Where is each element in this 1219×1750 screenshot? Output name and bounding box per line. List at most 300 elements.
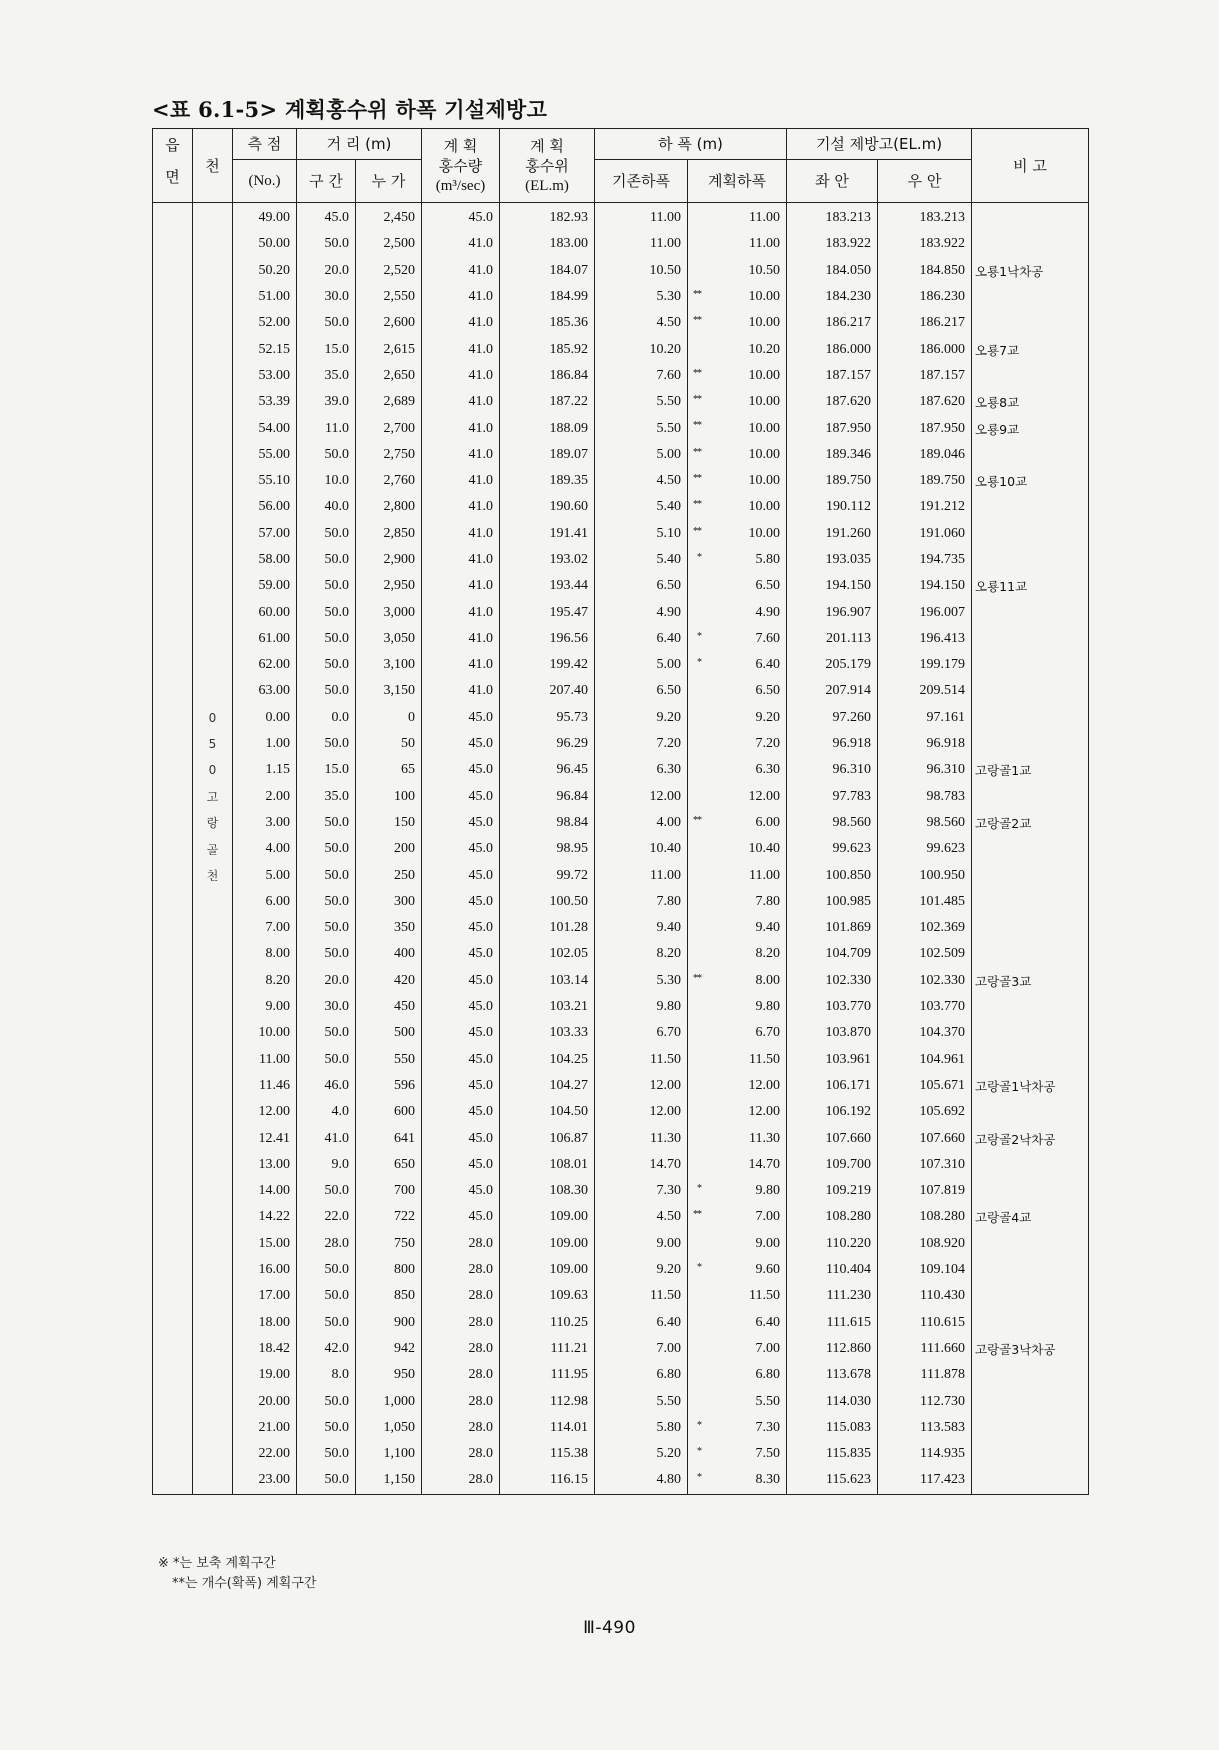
cell-flow: 45.0 xyxy=(422,1152,500,1178)
cell-station: 17.00 xyxy=(233,1283,297,1309)
cell-remark xyxy=(972,494,1089,520)
cell-dist-section: 50.0 xyxy=(297,573,356,599)
cell-remark xyxy=(972,231,1089,257)
cell-width-plan: 8.20 xyxy=(688,941,787,967)
cell-width-plan: 6.50 xyxy=(688,678,787,704)
cell-levee-left: 110.404 xyxy=(787,1257,878,1283)
cell-width-exist xyxy=(595,1309,688,1335)
cell-remark: 고랑골1낙차공 xyxy=(972,1073,1089,1099)
cell-flow: 41.0 xyxy=(422,363,500,389)
cell-remark: 고랑골4교 xyxy=(972,1204,1089,1230)
cell-station: 60.00 xyxy=(233,599,297,625)
cell-dist-section: 50.0 xyxy=(297,652,356,678)
cell-levee-right: 102.369 xyxy=(878,915,972,941)
cell-remark xyxy=(972,1362,1089,1388)
header-station: 측 점 xyxy=(233,129,297,160)
table-row xyxy=(153,336,1089,362)
cell-stream xyxy=(193,1204,233,1230)
cell-flood-level: 96.29 xyxy=(500,731,595,757)
cell-dist-cum: 1,000 xyxy=(356,1388,422,1414)
cell-levee-left: 194.150 xyxy=(787,573,878,599)
cell-flood-level: 184.07 xyxy=(500,258,595,284)
cell-dist-section: 50.0 xyxy=(297,626,356,652)
cell-width-exist xyxy=(595,547,701,573)
cell-eup-myeon xyxy=(153,521,193,547)
cell-dist-section: 50.0 xyxy=(297,547,356,573)
cell-remark xyxy=(972,1020,1089,1046)
cell-width-exist xyxy=(595,231,688,257)
cell-flow: 45.0 xyxy=(422,731,500,757)
cell-stream: 0 xyxy=(193,757,233,783)
cell-flood-level: 100.50 xyxy=(500,889,595,915)
cell-levee-right: 113.583 xyxy=(878,1415,972,1441)
footnote-single-star: ※ *는 보축 계획구간 xyxy=(158,1556,276,1571)
cell-remark xyxy=(972,678,1089,704)
cell-flow: 45.0 xyxy=(422,862,500,888)
cell-dist-cum: 420 xyxy=(356,968,422,994)
cell-width-plan: 7.30 xyxy=(688,1415,787,1441)
cell-stream xyxy=(193,994,233,1020)
cell-width-plan: 7.60 xyxy=(688,626,787,652)
cell-remark xyxy=(972,1388,1089,1414)
table-row xyxy=(153,1125,1089,1151)
width-exist-value: 7.20 xyxy=(656,736,681,752)
width-exist-value: 4.80 xyxy=(656,1472,681,1488)
cell-width-plan: 6.40 xyxy=(688,652,787,678)
cell-levee-left: 111.230 xyxy=(787,1283,878,1309)
header-eup: 읍 xyxy=(165,135,180,154)
cell-width-plan: 6.70 xyxy=(688,1020,787,1046)
cell-levee-right: 96.918 xyxy=(878,731,972,757)
cell-dist-section: 28.0 xyxy=(297,1231,356,1257)
table-row xyxy=(153,810,1089,836)
cell-dist-section: 42.0 xyxy=(297,1336,356,1362)
cell-levee-left: 201.113 xyxy=(787,626,878,652)
cell-stream xyxy=(193,1441,233,1467)
cell-width-plan: 9.20 xyxy=(688,705,787,731)
cell-remark xyxy=(972,705,1089,731)
cell-width-exist xyxy=(595,599,688,625)
cell-flow: 28.0 xyxy=(422,1415,500,1441)
cell-levee-right: 191.212 xyxy=(878,494,972,520)
table-body xyxy=(153,203,1089,1495)
cell-remark xyxy=(972,1047,1089,1073)
cell-dist-section: 50.0 xyxy=(297,231,356,257)
cell-flow: 45.0 xyxy=(422,203,500,232)
header-level xyxy=(500,129,595,203)
cell-width-plan: 11.30 xyxy=(688,1125,787,1151)
cell-dist-cum: 596 xyxy=(356,1073,422,1099)
cell-flood-level: 103.21 xyxy=(500,994,595,1020)
plan-marker: ** xyxy=(693,814,701,826)
cell-eup-myeon xyxy=(153,1336,193,1362)
cell-stream xyxy=(193,1415,233,1441)
cell-flow: 41.0 xyxy=(422,652,500,678)
header-level-3: (EL.m) xyxy=(525,177,569,194)
cell-stream xyxy=(193,1283,233,1309)
cell-flow: 45.0 xyxy=(422,968,500,994)
cell-eup-myeon xyxy=(153,731,193,757)
cell-stream: 0 xyxy=(193,705,233,731)
cell-width-exist xyxy=(595,784,688,810)
table-row xyxy=(153,258,1089,284)
cell-width-plan: 5.50 xyxy=(688,1388,787,1414)
cell-levee-right: 108.280 xyxy=(878,1204,972,1230)
table-row xyxy=(153,494,1089,520)
cell-station: 15.00 xyxy=(233,1231,297,1257)
cell-flow: 45.0 xyxy=(422,889,500,915)
cell-flow: 28.0 xyxy=(422,1336,500,1362)
cell-levee-right: 112.730 xyxy=(878,1388,972,1414)
cell-width-exist xyxy=(595,521,701,547)
cell-dist-cum: 2,900 xyxy=(356,547,422,573)
cell-width-exist xyxy=(595,258,688,284)
cell-flood-level: 188.09 xyxy=(500,415,595,441)
cell-width-exist xyxy=(595,1152,688,1178)
cell-station: 56.00 xyxy=(233,494,297,520)
cell-stream xyxy=(193,203,233,232)
cell-station: 9.00 xyxy=(233,994,297,1020)
cell-dist-section: 39.0 xyxy=(297,389,356,415)
cell-dist-section: 50.0 xyxy=(297,1047,356,1073)
cell-dist-section: 45.0 xyxy=(297,203,356,232)
cell-eup-myeon xyxy=(153,889,193,915)
cell-flow: 45.0 xyxy=(422,915,500,941)
cell-dist-cum: 0 xyxy=(356,705,422,731)
cell-levee-left: 109.700 xyxy=(787,1152,878,1178)
cell-flow: 28.0 xyxy=(422,1283,500,1309)
cell-remark: 오룡8교 xyxy=(972,389,1089,415)
cell-flood-level: 103.33 xyxy=(500,1020,595,1046)
cell-dist-section: 22.0 xyxy=(297,1204,356,1230)
cell-levee-left: 190.112 xyxy=(787,494,878,520)
cell-remark: 고랑골3낙차공 xyxy=(972,1336,1089,1362)
cell-stream: 천 xyxy=(193,862,233,888)
cell-width-plan: 10.00 xyxy=(688,310,787,336)
width-exist-value: 7.30 xyxy=(656,1183,681,1199)
cell-eup-myeon xyxy=(153,626,193,652)
table-row xyxy=(153,547,1089,573)
cell-width-plan: 9.60 xyxy=(688,1257,787,1283)
cell-station: 62.00 xyxy=(233,652,297,678)
cell-eup-myeon xyxy=(153,336,193,362)
cell-levee-left: 109.219 xyxy=(787,1178,878,1204)
cell-eup-myeon xyxy=(153,784,193,810)
cell-levee-right: 105.692 xyxy=(878,1099,972,1125)
table-row xyxy=(153,573,1089,599)
cell-stream xyxy=(193,626,233,652)
width-exist-value: 8.20 xyxy=(656,946,681,962)
plan-marker: ** xyxy=(693,1209,701,1221)
cell-station: 3.00 xyxy=(233,810,297,836)
plan-marker: * xyxy=(697,1182,701,1194)
cell-levee-left: 97.260 xyxy=(787,705,878,731)
cell-width-exist xyxy=(595,1362,688,1388)
cell-flood-level: 109.63 xyxy=(500,1283,595,1309)
width-exist-value: 11.50 xyxy=(650,1051,681,1067)
cell-levee-left: 184.050 xyxy=(787,258,878,284)
cell-station: 52.15 xyxy=(233,336,297,362)
cell-flood-level: 193.44 xyxy=(500,573,595,599)
cell-width-plan: 14.70 xyxy=(688,1152,787,1178)
table-row xyxy=(153,889,1089,915)
cell-width-exist xyxy=(595,968,701,994)
cell-station: 18.00 xyxy=(233,1309,297,1335)
cell-stream xyxy=(193,1152,233,1178)
cell-remark xyxy=(972,203,1089,232)
cell-eup-myeon xyxy=(153,1388,193,1414)
cell-flood-level: 103.14 xyxy=(500,968,595,994)
cell-levee-right: 184.850 xyxy=(878,258,972,284)
cell-stream xyxy=(193,258,233,284)
cell-dist-cum: 650 xyxy=(356,1152,422,1178)
cell-flood-level: 187.22 xyxy=(500,389,595,415)
cell-dist-section: 40.0 xyxy=(297,494,356,520)
cell-eup-myeon xyxy=(153,1231,193,1257)
cell-flood-level: 109.00 xyxy=(500,1257,595,1283)
cell-flood-level: 189.07 xyxy=(500,442,595,468)
cell-width-exist xyxy=(595,1441,701,1467)
cell-stream: 고 xyxy=(193,784,233,810)
table-row xyxy=(153,1362,1089,1388)
width-exist-value: 7.60 xyxy=(656,367,681,383)
cell-remark: 고랑골1교 xyxy=(972,757,1089,783)
cell-dist-section: 15.0 xyxy=(297,757,356,783)
cell-dist-section: 8.0 xyxy=(297,1362,356,1388)
cell-width-plan: 10.00 xyxy=(688,284,787,310)
cell-dist-section: 50.0 xyxy=(297,1178,356,1204)
cell-remark xyxy=(972,652,1089,678)
cell-flood-level: 109.00 xyxy=(500,1231,595,1257)
cell-flow: 45.0 xyxy=(422,757,500,783)
cell-dist-section: 50.0 xyxy=(297,1388,356,1414)
table-row xyxy=(153,1020,1089,1046)
cell-station: 57.00 xyxy=(233,521,297,547)
cell-dist-section: 50.0 xyxy=(297,599,356,625)
cell-levee-left: 193.035 xyxy=(787,547,878,573)
cell-remark xyxy=(972,547,1089,573)
cell-dist-section: 4.0 xyxy=(297,1099,356,1125)
cell-levee-right: 103.770 xyxy=(878,994,972,1020)
cell-dist-cum: 50 xyxy=(356,731,422,757)
cell-levee-right: 194.150 xyxy=(878,573,972,599)
cell-width-exist xyxy=(595,1204,701,1230)
cell-dist-section: 10.0 xyxy=(297,468,356,494)
cell-levee-right: 107.310 xyxy=(878,1152,972,1178)
cell-dist-cum: 641 xyxy=(356,1125,422,1151)
width-exist-value: 5.10 xyxy=(656,525,681,541)
table-row xyxy=(153,1152,1089,1178)
cell-width-plan: 5.80 xyxy=(688,547,787,573)
cell-flow: 41.0 xyxy=(422,599,500,625)
cell-flood-level: 186.84 xyxy=(500,363,595,389)
width-exist-value: 6.80 xyxy=(656,1367,681,1383)
cell-flood-level: 114.01 xyxy=(500,1415,595,1441)
cell-dist-section: 50.0 xyxy=(297,889,356,915)
cell-dist-section: 30.0 xyxy=(297,284,356,310)
cell-levee-right: 97.161 xyxy=(878,705,972,731)
cell-flood-level: 182.93 xyxy=(500,203,595,232)
cell-levee-right: 186.000 xyxy=(878,336,972,362)
cell-width-plan: 10.00 xyxy=(688,363,787,389)
cell-dist-cum: 2,500 xyxy=(356,231,422,257)
cell-width-plan: 10.40 xyxy=(688,836,787,862)
table-row xyxy=(153,836,1089,862)
width-exist-value: 4.00 xyxy=(656,814,681,830)
cell-remark xyxy=(972,1467,1089,1494)
cell-dist-cum: 100 xyxy=(356,784,422,810)
cell-station: 8.00 xyxy=(233,941,297,967)
cell-width-plan: 7.80 xyxy=(688,889,787,915)
cell-eup-myeon xyxy=(153,1415,193,1441)
cell-stream xyxy=(193,1388,233,1414)
cell-stream xyxy=(193,652,233,678)
cell-eup-myeon xyxy=(153,862,193,888)
cell-width-plan: 9.80 xyxy=(688,994,787,1020)
cell-levee-right: 109.104 xyxy=(878,1257,972,1283)
cell-eup-myeon xyxy=(153,547,193,573)
cell-stream xyxy=(193,915,233,941)
cell-station: 49.00 xyxy=(233,203,297,232)
header-width-exist: 기존하폭 xyxy=(595,160,688,203)
cell-remark xyxy=(972,442,1089,468)
cell-levee-left: 97.783 xyxy=(787,784,878,810)
cell-station: 14.22 xyxy=(233,1204,297,1230)
cell-dist-cum: 722 xyxy=(356,1204,422,1230)
cell-flood-level: 199.42 xyxy=(500,652,595,678)
cell-levee-left: 103.870 xyxy=(787,1020,878,1046)
width-exist-value: 5.40 xyxy=(656,552,681,567)
cell-remark xyxy=(972,1178,1089,1204)
cell-width-exist xyxy=(595,731,688,757)
table-row xyxy=(153,1257,1089,1283)
cell-flow: 45.0 xyxy=(422,941,500,967)
cell-levee-left: 189.750 xyxy=(787,468,878,494)
cell-dist-cum: 400 xyxy=(356,941,422,967)
table-row xyxy=(153,1283,1089,1309)
cell-stream xyxy=(193,310,233,336)
header-flow-1: 계 획 xyxy=(443,136,478,155)
cell-station: 50.00 xyxy=(233,231,297,257)
cell-flow: 41.0 xyxy=(422,468,500,494)
cell-flow: 45.0 xyxy=(422,810,500,836)
cell-levee-left: 102.330 xyxy=(787,968,878,994)
cell-station: 7.00 xyxy=(233,915,297,941)
cell-width-exist xyxy=(595,203,688,232)
table-row xyxy=(153,862,1089,888)
cell-remark xyxy=(972,1283,1089,1309)
cell-station: 1.15 xyxy=(233,757,297,783)
width-exist-value: 5.50 xyxy=(656,394,681,410)
cell-width-plan: 8.00 xyxy=(688,968,787,994)
cell-width-exist xyxy=(595,1073,688,1099)
cell-eup-myeon xyxy=(153,494,193,520)
table-row xyxy=(153,442,1089,468)
cell-stream xyxy=(193,521,233,547)
cell-width-exist xyxy=(595,310,701,336)
plan-marker: ** xyxy=(693,420,701,432)
cell-flood-level: 104.25 xyxy=(500,1047,595,1073)
cell-dist-section: 50.0 xyxy=(297,915,356,941)
cell-dist-cum: 3,150 xyxy=(356,678,422,704)
cell-width-exist xyxy=(595,862,688,888)
cell-levee-right: 194.735 xyxy=(878,547,972,573)
cell-eup-myeon xyxy=(153,836,193,862)
cell-stream xyxy=(193,889,233,915)
cell-flow: 45.0 xyxy=(422,1020,500,1046)
table-row xyxy=(153,1441,1089,1467)
cell-stream xyxy=(193,1073,233,1099)
table-row xyxy=(153,363,1089,389)
cell-stream xyxy=(193,389,233,415)
cell-eup-myeon xyxy=(153,1283,193,1309)
cell-stream xyxy=(193,468,233,494)
width-exist-value: 7.80 xyxy=(656,893,681,909)
cell-stream xyxy=(193,1309,233,1335)
width-exist-value: 7.00 xyxy=(656,1340,681,1356)
table-row xyxy=(153,731,1089,757)
cell-eup-myeon xyxy=(153,231,193,257)
cell-width-plan: 9.40 xyxy=(688,915,787,941)
cell-levee-left: 101.869 xyxy=(787,915,878,941)
cell-width-exist xyxy=(595,705,688,731)
cell-dist-section: 50.0 xyxy=(297,521,356,547)
cell-station: 10.00 xyxy=(233,1020,297,1046)
cell-flood-level: 193.02 xyxy=(500,547,595,573)
cell-station: 0.00 xyxy=(233,705,297,731)
cell-station: 51.00 xyxy=(233,284,297,310)
table-row xyxy=(153,599,1089,625)
cell-width-exist xyxy=(595,415,701,441)
cell-levee-right: 189.046 xyxy=(878,442,972,468)
cell-levee-left: 186.217 xyxy=(787,310,878,336)
cell-stream xyxy=(193,1099,233,1125)
cell-station: 12.00 xyxy=(233,1099,297,1125)
cell-remark xyxy=(972,1309,1089,1335)
table-row xyxy=(153,1047,1089,1073)
cell-levee-left: 191.260 xyxy=(787,521,878,547)
cell-width-exist xyxy=(595,1283,688,1309)
table-row xyxy=(153,1415,1089,1441)
cell-stream xyxy=(193,1336,233,1362)
cell-width-plan: 12.00 xyxy=(688,1073,787,1099)
cell-levee-right: 187.157 xyxy=(878,363,972,389)
cell-remark xyxy=(972,310,1089,336)
cell-dist-section: 46.0 xyxy=(297,1073,356,1099)
cell-width-plan: 11.00 xyxy=(688,231,787,257)
cell-dist-section: 50.0 xyxy=(297,1309,356,1335)
cell-remark xyxy=(972,862,1089,888)
width-exist-value: 11.50 xyxy=(650,1288,681,1304)
cell-stream xyxy=(193,599,233,625)
cell-width-plan: 11.00 xyxy=(688,203,787,232)
header-dist-section: 구 간 xyxy=(297,160,356,203)
cell-eup-myeon xyxy=(153,941,193,967)
table-row xyxy=(153,968,1089,994)
cell-stream xyxy=(193,1467,233,1494)
cell-station: 50.20 xyxy=(233,258,297,284)
cell-dist-cum: 300 xyxy=(356,889,422,915)
cell-dist-section: 41.0 xyxy=(297,1125,356,1151)
header-myeon: 면 xyxy=(165,167,180,186)
header-level-2: 홍수위 xyxy=(525,156,569,175)
cell-stream xyxy=(193,968,233,994)
cell-stream xyxy=(193,1231,233,1257)
cell-flood-level: 111.21 xyxy=(500,1336,595,1362)
width-exist-value: 9.00 xyxy=(656,1235,681,1251)
cell-levee-left: 103.961 xyxy=(787,1047,878,1073)
cell-flow: 41.0 xyxy=(422,678,500,704)
